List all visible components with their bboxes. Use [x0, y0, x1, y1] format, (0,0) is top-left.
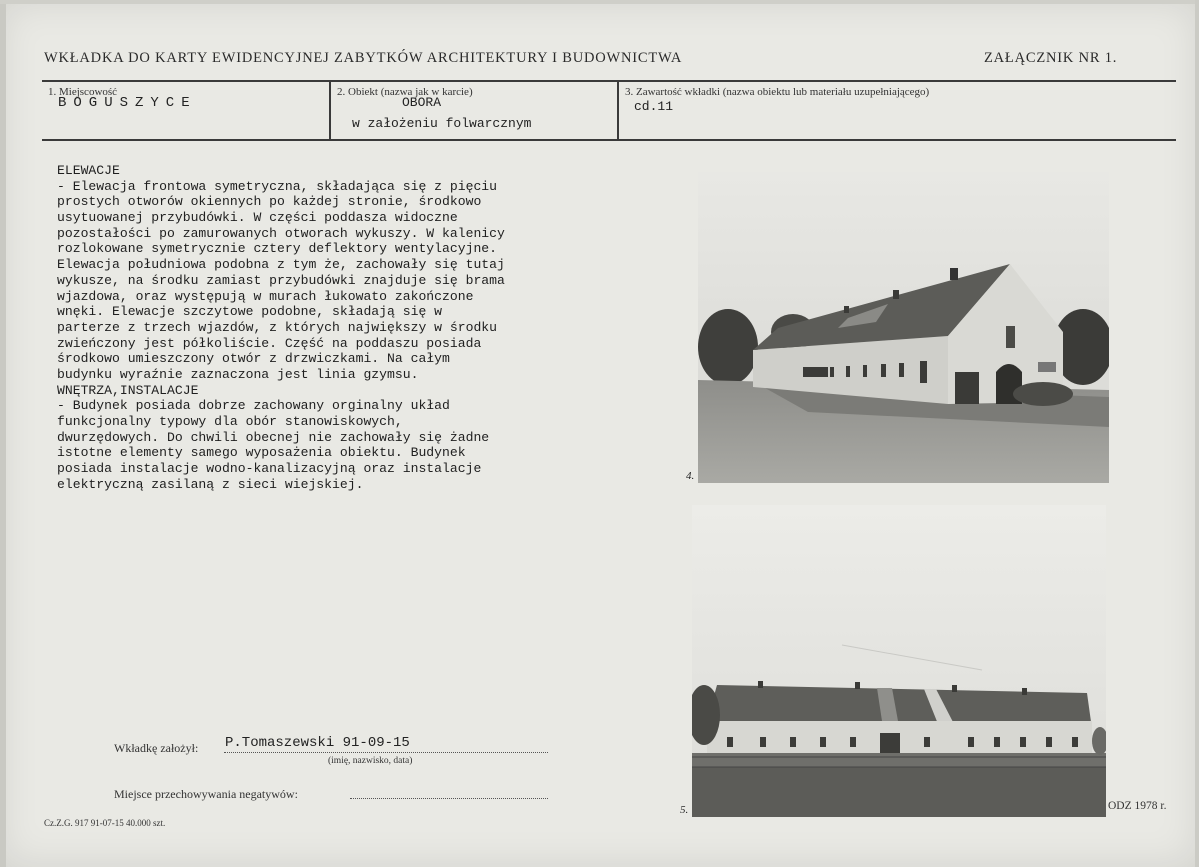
text-line: prostych otworów okiennych po każdej stronie, środkowo: [57, 194, 482, 210]
text-line: WNĘTRZA,INSTALACJE: [57, 382, 199, 398]
photo-1-image: [698, 172, 1109, 483]
locality-label: 1. Miejscowość: [48, 86, 118, 98]
text-line: wykusze, na środku zamiast przybudówki znajduje się brama: [57, 272, 505, 288]
header-rule-top: [42, 80, 1176, 82]
prepared-by-caption: (imię, nazwisko, data): [328, 756, 413, 766]
photo-barn-long-side-view: [692, 505, 1106, 817]
text-line: Elewacja południowa podobna z tym że, zachowały się tutaj: [57, 257, 505, 273]
form-title: WKŁADKA DO KARTY EWIDENCYJNEJ ZABYTKÓW ARCHITEKTURY I BUDOWNICTWA: [44, 50, 683, 66]
text-line: parterze z trzech wjazdów, z których największy w środku: [57, 319, 498, 335]
photo-1-number: 4.: [686, 470, 695, 482]
object-value-name: OBORA: [402, 95, 442, 110]
header-rule-bottom: [42, 139, 1176, 141]
sheet-edge-top: [0, 0, 1199, 4]
text-line: ELEWACJE: [57, 163, 120, 178]
negatives-location-dotted-line: [350, 798, 548, 799]
annex-number: ZAŁĄCZNIK NR 1.: [984, 50, 1118, 66]
photo-barn-gable-view: [698, 172, 1109, 483]
text-line: usytuowanej przybudówki. W części poddasza widoczne: [57, 210, 458, 226]
sheet-edge-left: [0, 0, 6, 867]
photo-2-image: [692, 505, 1106, 817]
negatives-location-label: Miejsce przechowywania negatywów:: [114, 787, 298, 801]
prepared-by-dotted-line: [224, 752, 548, 753]
text-line: środkowo umieszczony otwór z drzwiczkami. Na całym: [57, 351, 450, 367]
text-line: posiada instalacje wodno-kanalizacyjną oraz instalacje: [57, 461, 482, 477]
text-line: - Elewacja frontowa symetryczna, składająca się z pięciu: [57, 178, 498, 194]
text-line: budynku wyraźnie zaznaczona jest linia gzymsu.: [57, 366, 419, 382]
contents-value: cd.11: [634, 99, 674, 114]
sheet-edge-right: [1195, 0, 1199, 867]
text-line: wjazdowa, oraz występują w murach łukowato zakończone: [57, 288, 474, 304]
contents-label: 3. Zawartość wkładki (nazwa obiektu lub materiału uzupełniającego): [625, 86, 930, 98]
text-line: dwurzędowych. Do chwili obecnej nie zachowały się żadne: [57, 429, 490, 445]
text-line: rozlokowane symetrycznie cztery deflektory wentylacyjne.: [57, 241, 498, 257]
locality-value: BOGUSZYCE: [58, 95, 197, 111]
text-line: funkcjonalny typowy dla obór stanowiskowych,: [57, 414, 403, 429]
field-separator-1: [329, 82, 331, 139]
object-label: 2. Obiekt (nazwa jak w karcie): [337, 86, 473, 98]
text-line: zwieńczony jest półkoliście. Część na poddaszu posiada: [57, 335, 482, 351]
text-line: wnęki. Elewacje szczytowe podobne, składają się w: [57, 304, 443, 320]
object-value-context: w założeniu folwarcznym: [352, 116, 532, 131]
text-line: elektryczną zasilaną z sieci wiejskiej.: [57, 476, 364, 492]
prepared-by-label: Wkładkę założył:: [114, 741, 199, 755]
text-line: istotne elementy samego wyposażenia obiektu. Budynek: [57, 445, 466, 461]
text-line: - Budynek posiada dobrze zachowany orginalny układ: [57, 398, 450, 414]
print-code: Cz.Z.G. 917 91-07-15 40.000 szt.: [44, 818, 166, 828]
odz-year: ODZ 1978 r.: [1108, 800, 1167, 812]
photo-2-number: 5.: [680, 804, 689, 816]
description-text: [57, 163, 637, 492]
prepared-by-value: P.Tomaszewski 91-09-15: [225, 735, 410, 751]
field-separator-2: [617, 82, 619, 139]
text-line: pozostałości po zamurowanych otworach wykuszy. W kalenicy: [57, 225, 505, 241]
